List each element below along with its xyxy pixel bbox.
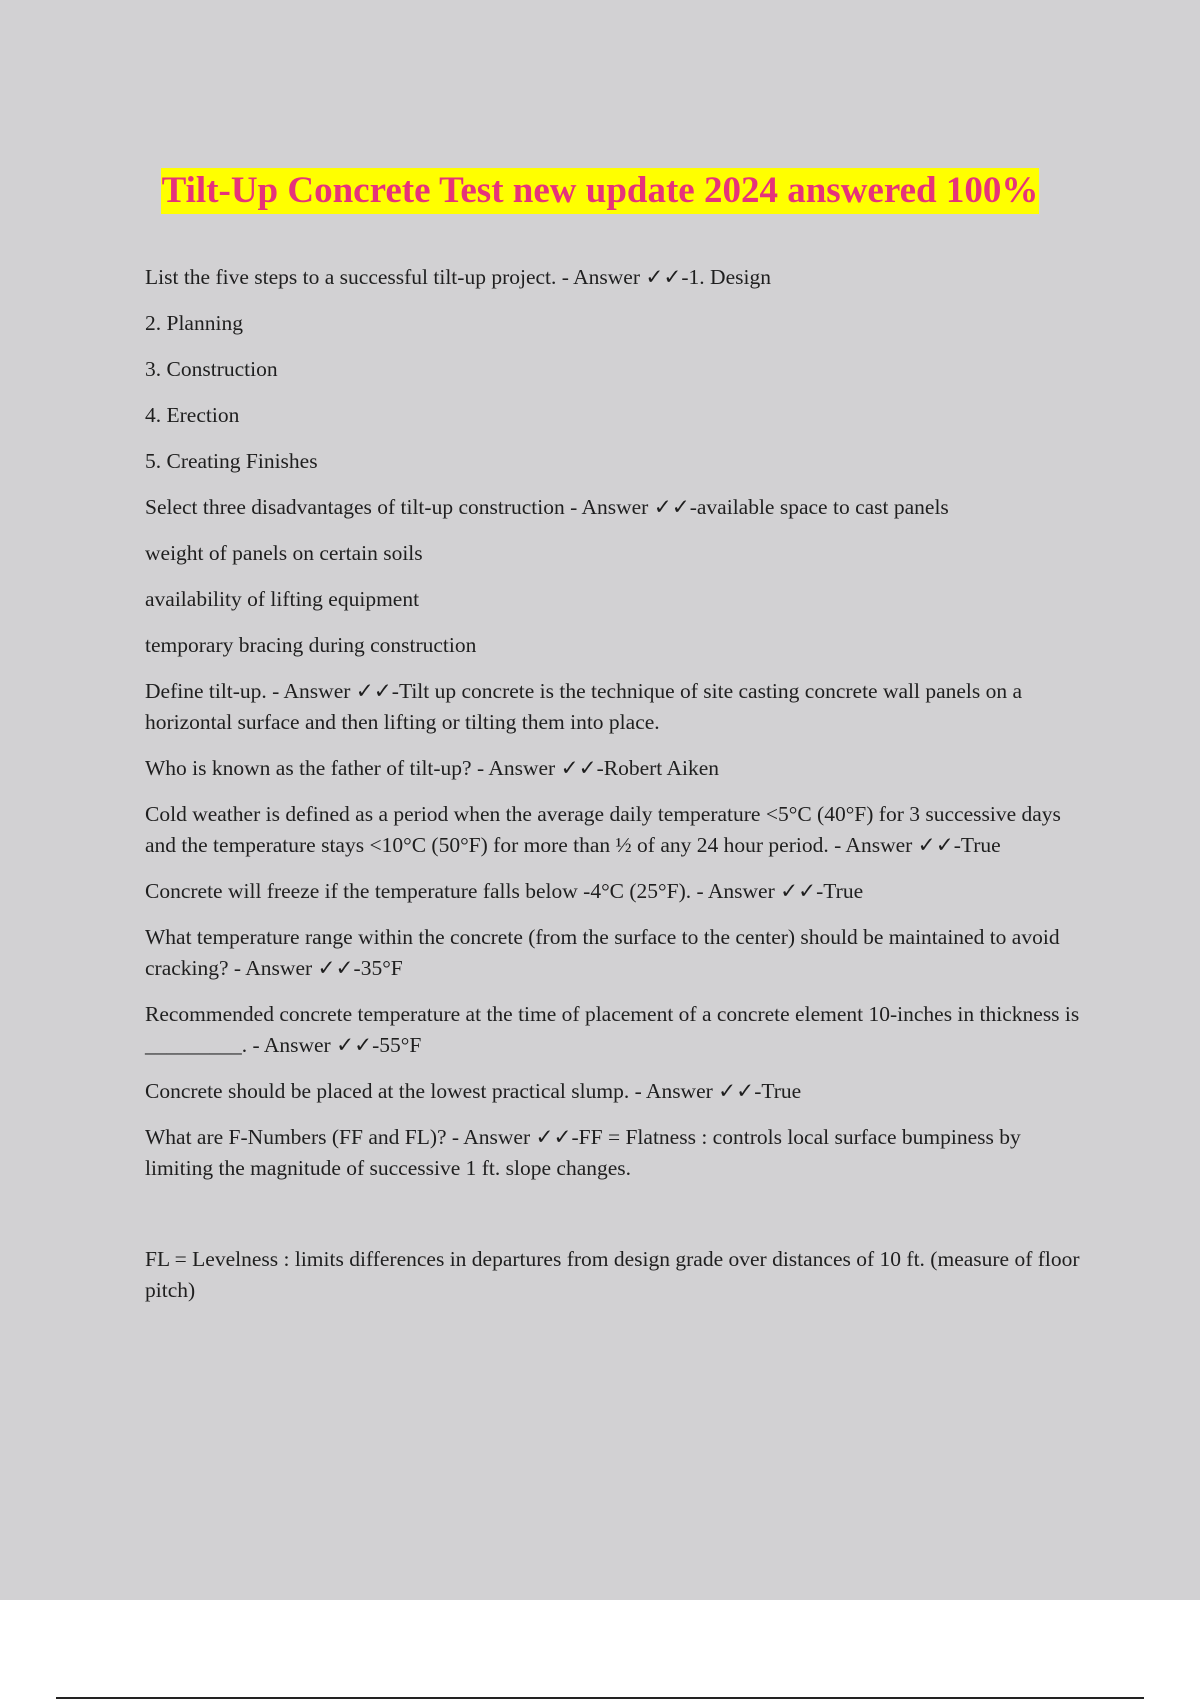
question-lowest-slump: Concrete should be placed at the lowest practical slump. - Answer ✓✓-True — [145, 1079, 802, 1103]
question-five-steps: List the five steps to a successful tilt-up project. - Answer ✓✓-1. Design — [145, 265, 771, 289]
disadvantage-bracing: temporary bracing during construction — [145, 633, 477, 657]
question-define-tilt-up: Define tilt-up. - Answer ✓✓-Tilt up concrete is the technique of site casting concrete wall panels on a horizontal surface and then lifting or tilting them into place. — [145, 679, 1023, 734]
step-creating-finishes: 5. Creating Finishes — [145, 449, 318, 473]
step-erection: 4. Erection — [145, 403, 240, 427]
document-body — [145, 262, 1090, 1306]
disadvantage-weight: weight of panels on certain soils — [145, 541, 423, 565]
question-concrete-freeze: Concrete will freeze if the temperature falls below -4°C (25°F). - Answer ✓✓-True — [145, 879, 864, 903]
footer-divider — [56, 1697, 1144, 1699]
step-planning: 2. Planning — [145, 311, 243, 335]
title-container — [0, 168, 1200, 214]
answer-levelness: FL = Levelness : limits differences in departures from design grade over distances of 10 ft. (measure of floor pitch) — [145, 1247, 1080, 1302]
question-father-of-tilt-up: Who is known as the father of tilt-up? - Answer ✓✓-Robert Aiken — [145, 756, 720, 780]
question-placement-temperature: Recommended concrete temperature at the time of placement of a concrete element 10-inches in thickness is _________. - Answer ✓✓-55°F — [145, 1002, 1080, 1057]
step-construction: 3. Construction — [145, 357, 278, 381]
document-title: Tilt-Up Concrete Test new update 2024 answered 100% — [161, 168, 1040, 214]
disadvantage-lifting: availability of lifting equipment — [145, 587, 420, 611]
question-f-numbers: What are F-Numbers (FF and FL)? - Answer ✓✓-FF = Flatness : controls local surface bumpiness by limiting the magnitude of successive 1 ft. slope changes. — [145, 1125, 1021, 1180]
question-temperature-range: What temperature range within the concrete (from the surface to the center) should be maintained to avoid cracking? - Answer ✓✓-35°F — [145, 925, 1060, 980]
question-cold-weather: Cold weather is defined as a period when the average daily temperature <5°C (40°F) for 3 successive days and the temperature stays <10°C (50°F) for more than ½ of any 24 hour period. - Answer ✓✓-True — [145, 802, 1061, 857]
question-disadvantages: Select three disadvantages of tilt-up construction - Answer ✓✓-available space to cast panels — [145, 495, 949, 519]
